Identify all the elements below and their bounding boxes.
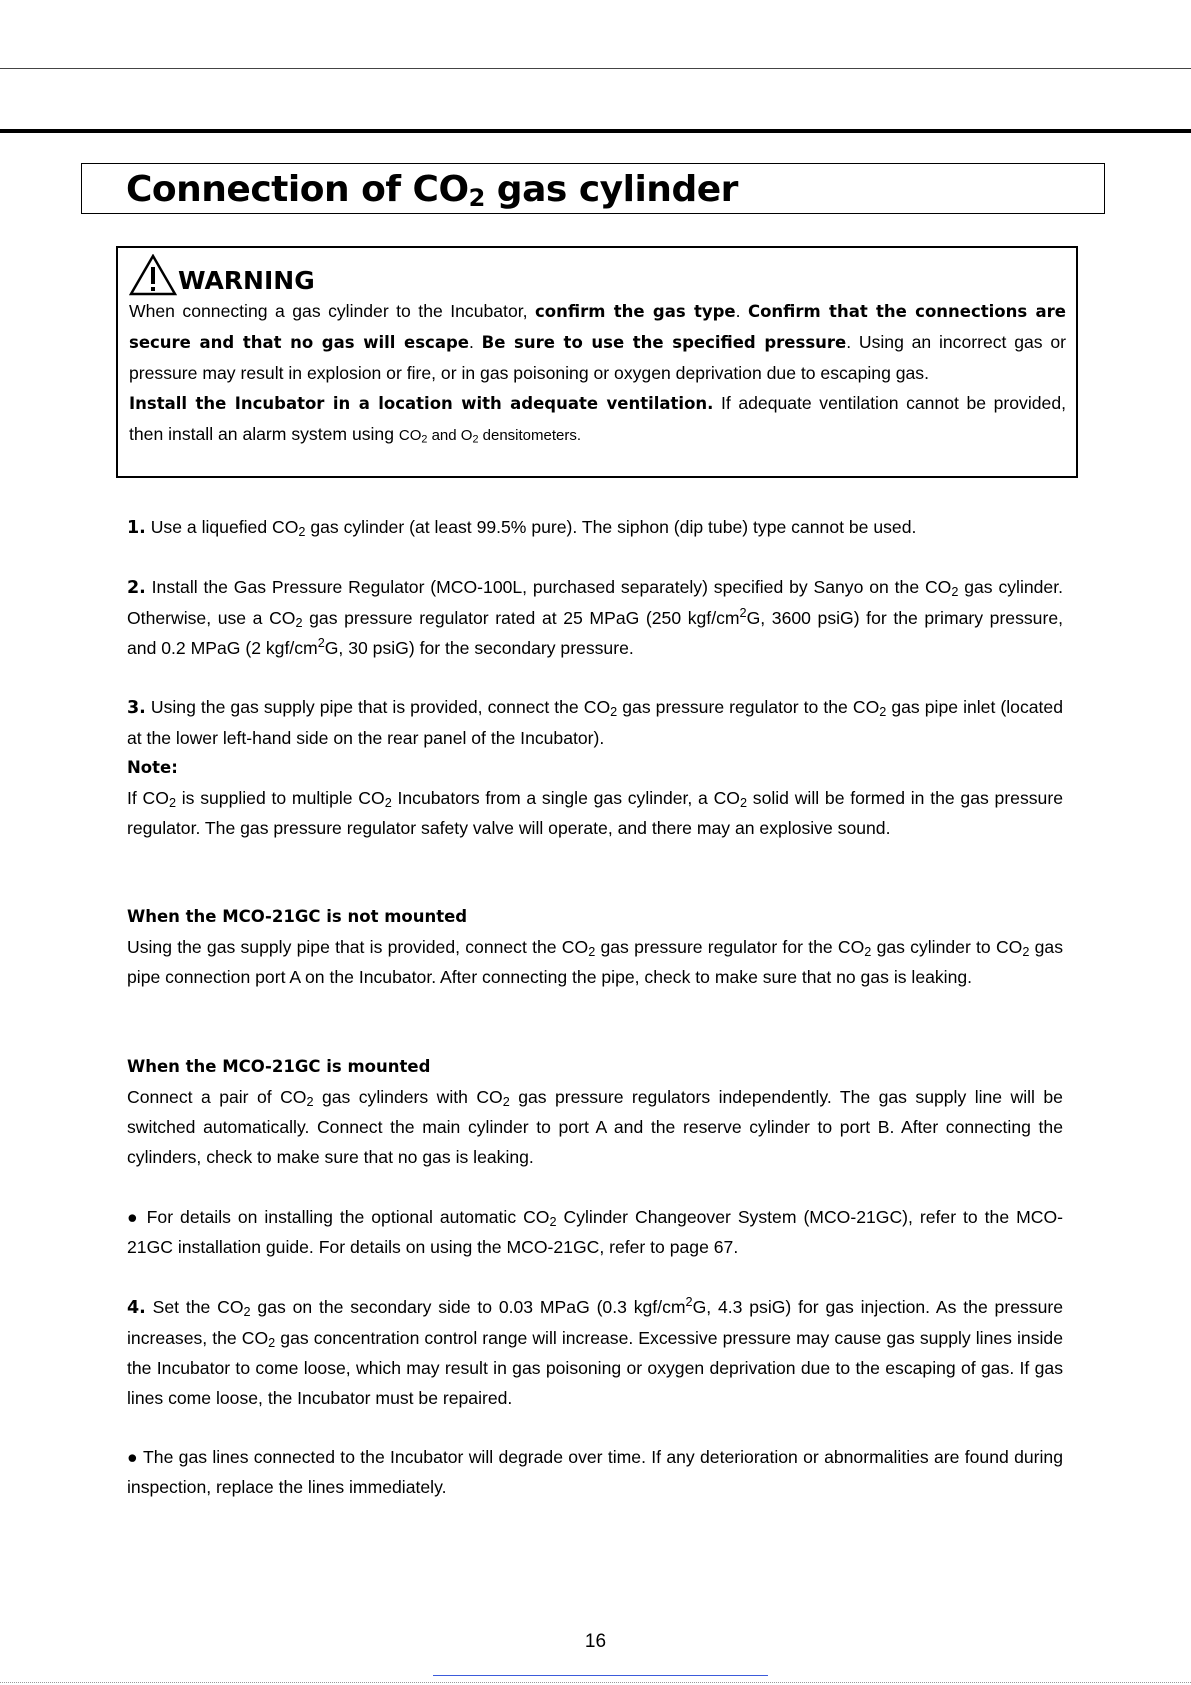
section-text-not-mounted: Using the gas supply pipe that is provided, connect the $CO_2$ gas pressure regulator for the $CO_2$ gas cylinder to $CO_2$ gas pipe connection port A on the Incubator. After connecting the pipe, check to make sure that no gas is leaking. — [127, 937, 1063, 987]
bullet-1-text: ● For details on installing the optional automatic $CO_2$ Cylinder Changeover System (MCO-21GC), refer to the MCO-21GC installation guide. For details on using the MCO-21GC, refer to page 67. — [127, 1207, 1063, 1257]
bullet-2 — [127, 1442, 1063, 1502]
step-3-text: 3. Using the gas supply pipe that is provided, connect the $CO_2$ gas pressure regulator to the $CO_2$ gas pipe inlet (located at the lower left-hand side on the rear panel of the Incubator). — [127, 697, 1063, 748]
footer-link-underline — [433, 1675, 768, 1676]
step-4 — [127, 1292, 1063, 1413]
bullet-icon: ● — [127, 1207, 140, 1227]
bullet-icon: ● — [127, 1447, 139, 1467]
step-2-text: 2. Install the Gas Pressure Regulator (MCO-100L, purchased separately) specified by Sanyo on the $CO_2$ gas cylinder. Otherwise, use a $CO_2$ gas pressure regulator rated at 25 MPaG (250 kgf/$cm^2G$, 3600 psiG) for the primary pressure, and 0.2 MPaG (2 kgf/$cm^2G$, 30 psiG) for the secondary pressure. — [127, 577, 1064, 658]
warning-header — [129, 251, 1066, 296]
step-1 — [127, 512, 1063, 543]
warning-text-2: Install the Incubator in a location with adequate ventilation. If adequate ventilation cannot be provided, then install an alarm system using $CO_2$ and $O_2$ densitometers. — [129, 393, 1066, 446]
bullet-1 — [127, 1202, 1063, 1262]
section-text-mounted: Connect a pair of $CO_2$ gas cylinders with $CO_2$ gas pressure regulators independently. The gas supply line will be switched automatically. Connect the main cylinder to port A and the reserve cylinder to port B. After connecting the cylinders, check to make sure that no gas is leaking. — [127, 1087, 1063, 1167]
section-mounted — [127, 1052, 1063, 1172]
step-4-text: 4. Set the $CO_2$ gas on the secondary side to 0.03 MPaG (0.3 kgf/$cm^2G$, 4.3 psiG) for gas injection. As the pressure increases, the $CO_2$ gas concentration control range will increase. Excessive pressure may cause gas supply lines inside the Incubator to come loose, which may result in gas poisoning or oxygen deprivation due to the escaping of gas. If gas lines come loose, the Incubator must be repaired. — [127, 1295, 1063, 1408]
step-1-text: 1. Use a liquefied $CO_2$ gas cylinder (at least 99.5% pure). The siphon (dip tube) type cannot be used. — [127, 517, 917, 540]
header-rule-thick — [0, 129, 1191, 133]
page-number: 16 — [584, 1631, 607, 1652]
section-heading-mounted: When the MCO-21GC is mounted — [127, 1057, 431, 1076]
page-title: Connection of $CO_2$ gas cylinder — [126, 169, 738, 212]
step-2 — [127, 572, 1063, 663]
note-text: If $CO_2$ is supplied to multiple $CO_2$ Incubators from a single gas cylinder, a $CO_2$ solid will be formed in the gas pressure regulator. The gas pressure regulator safety valve will operate, and there may an explosive sound. — [127, 788, 1063, 838]
header-rule-thin — [0, 68, 1191, 69]
warning-label: WARNING — [178, 266, 315, 295]
bullet-2-text: ● The gas lines connected to the Incubator will degrade over time. If any deterioration or abnormalities are found during inspection, replace the lines immediately. — [127, 1447, 1063, 1497]
section-heading-not-mounted: When the MCO-21GC is not mounted — [127, 907, 468, 926]
title-box — [81, 163, 1105, 214]
note-label: Note: — [127, 758, 178, 777]
warning-text-1: When connecting a gas cylinder to the Incubator, confirm the gas type. Confirm that the connections are secure and that no gas will escape. Be sure to use the specified pressure. Using an incorrect gas or pressure may result in explosion or fire, or in gas poisoning or oxygen deprivation due to escaping gas. — [129, 301, 1067, 383]
step-3 — [127, 692, 1063, 843]
warning-triangle-icon — [129, 254, 177, 296]
footer-rule — [0, 1682, 1191, 1683]
section-not-mounted — [127, 902, 1063, 992]
warning-box — [116, 246, 1078, 478]
